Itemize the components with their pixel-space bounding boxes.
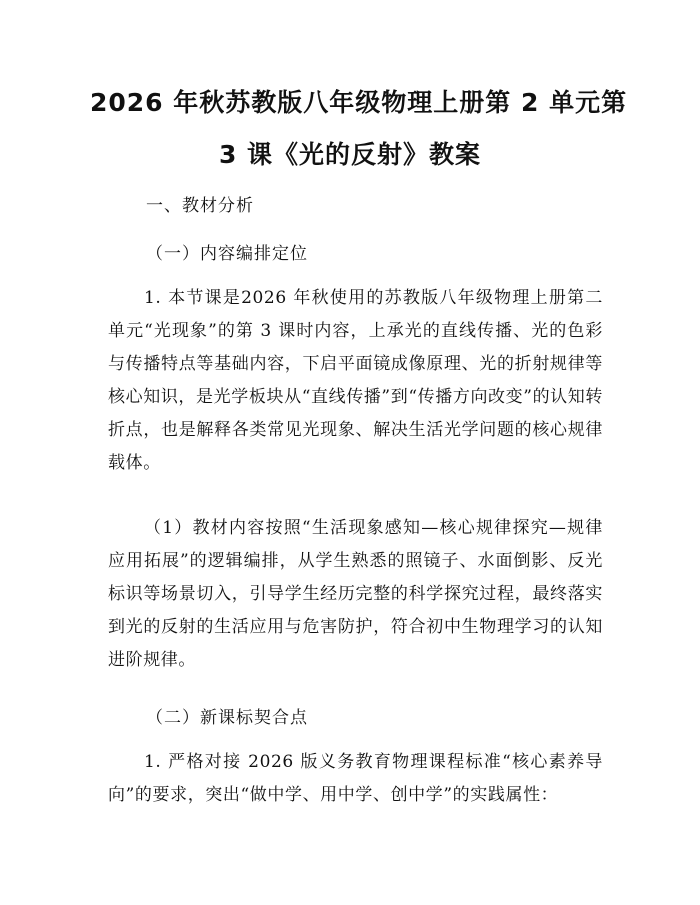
- paragraph-curriculum-standard: 1. 严格对接 2026 版义务教育物理课程标准“核心素养导向”的要求，突出“做中学、用中学、创中学”的实践属性：: [108, 752, 603, 805]
- section-heading-teaching-material-analysis: 一、教材分析: [146, 196, 254, 216]
- subsection-heading-content-arrangement: （一）内容编排定位: [146, 244, 308, 264]
- paragraph-content-logic: （1）教材内容按照“生活现象感知—核心规律探究—规律应用拓展”的逻辑编排，从学生熟悉的照镜子、水面倒影、反光标识等场景切入，引导学生经历完整的科学探究过程，最终落实到光的反射的生活应用与危害防护，符合初中生物理学习的认知进阶规律。: [108, 518, 603, 670]
- paragraph-lesson-position: 1. 本节课是2026 年秋使用的苏教版八年级物理上册第二单元“光现象”的第 3 课时内容，上承光的直线传播、光的色彩与传播特点等基础内容，下启平面镜成像原理、光的折射规律等核心知识，是光学板块从“直线传播”到“传播方向改变”的认知转折点，也是解释各类常见光现象、解决生活光学问题的核心规律载体。: [108, 288, 603, 473]
- document-title-line-2: 3 课《光的反射》教案: [218, 140, 482, 169]
- document-title-line-1: 2026 年秋苏教版八年级物理上册第 2 单元第: [90, 88, 628, 117]
- subsection-heading-curriculum-alignment: （二）新课标契合点: [146, 708, 308, 728]
